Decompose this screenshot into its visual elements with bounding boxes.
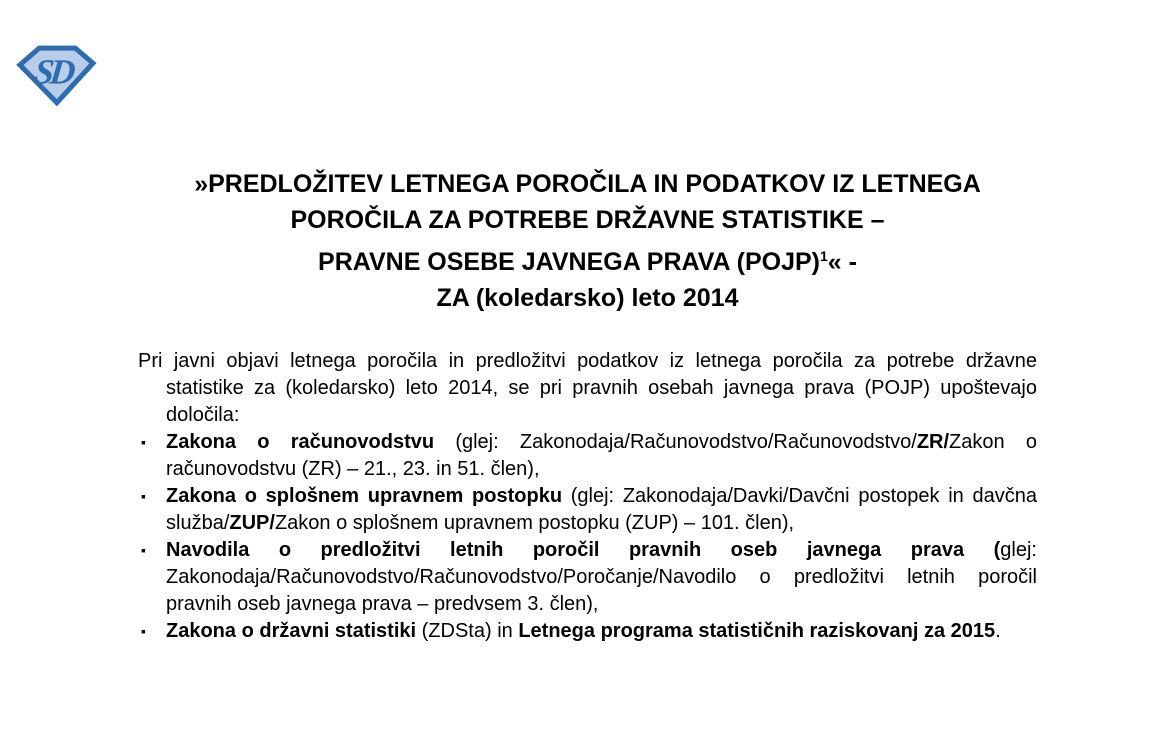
bullet-text: Zakona o splošnem upravnem postopku (glej: Zakonodaja/Davki/Davčni postopek in davčna služba/ZUP/Zakon o splošnem upravnem postopku (ZUP) – 101. člen), (166, 485, 1037, 534)
bullet-square-icon: ▪ (141, 434, 146, 450)
title-line3-suffix: « - (827, 248, 857, 276)
bullet-square-icon: ▪ (141, 623, 146, 639)
sd-shield-icon (14, 42, 98, 108)
title-line (138, 238, 1037, 280)
sd-logo-letters: SD (32, 51, 74, 92)
intro-paragraph: Pri javni objavi letnega poročila in predložitvi podatkov iz letnega poročila za potrebe državne statistike za (koledarsko) leto 2014, se pri pravnih osebah javnega prava (POJP) upoštevajo določila: (138, 350, 1037, 426)
title-line: ZA (koledarsko) leto 2014 (436, 284, 739, 312)
bullet-square-icon: ▪ (141, 488, 146, 504)
footnote-marker: 1 (819, 248, 828, 264)
list-item (138, 537, 1037, 618)
list-item (138, 429, 1037, 483)
sd-logo (14, 42, 98, 108)
bullet-text: Zakona o računovodstvu (glej: Zakonodaja/Računovodstvo/Računovodstvo/ZR/Zakon o računovodstvu (ZR) – 21., 23. in 51. člen), (166, 431, 1037, 480)
title-line3-text: PRAVNE OSEBE JAVNEGA PRAVA (POJP) (318, 248, 820, 276)
title-line: »PREDLOŽITEV LETNEGA POROČILA IN PODATKOV IZ LETNEGA (194, 170, 981, 198)
provisions-list (138, 429, 1037, 645)
document-title (138, 166, 1037, 316)
body-text (138, 348, 1037, 645)
bullet-text: Navodila o predložitvi letnih poročil pravnih oseb javnega prava (glej: Zakonodaja/Računovodstvo/Računovodstvo/Poročanje/Navodilo o predložitvi letnih poročil pravnih oseb javnega prava – predvsem 3. člen), (166, 539, 1037, 615)
list-item (138, 483, 1037, 537)
list-item (138, 618, 1037, 645)
title-line: POROČILA ZA POTREBE DRŽAVNE STATISTIKE – (290, 206, 885, 234)
bullet-text: Zakona o državni statistiki (ZDSta) in Letnega programa statističnih raziskovanj za 2015. (166, 620, 1001, 642)
bullet-square-icon: ▪ (141, 542, 146, 558)
